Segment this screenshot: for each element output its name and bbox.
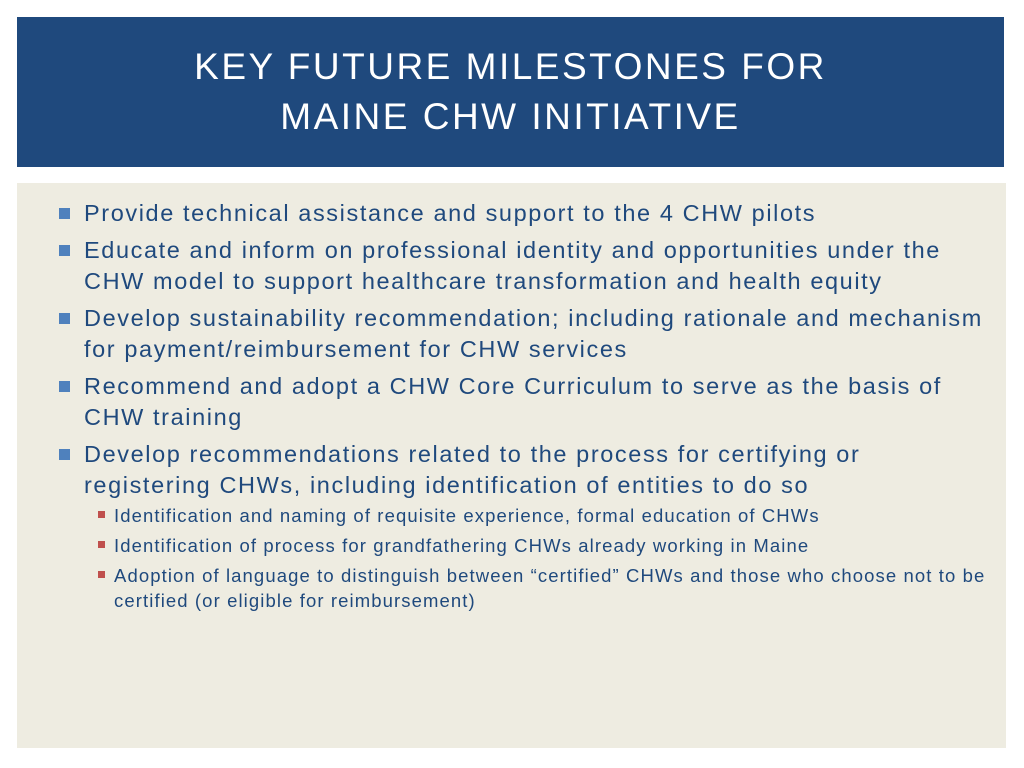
bullet-item [57,235,987,297]
sub-bullet-list [84,503,987,613]
bullet-list [57,198,987,619]
small-square-bullet-icon [98,541,105,548]
bullet-item [57,439,987,613]
sub-bullet-item [84,563,987,613]
sub-bullet-text: Identification and naming of requisite experience, formal education of CHWs [114,505,820,526]
bullet-item [57,198,987,229]
small-square-bullet-icon [98,571,105,578]
sub-bullet-text: Identification of process for grandfathering CHWs already working in Maine [114,535,810,556]
title-band [17,17,1004,167]
square-bullet-icon [59,245,70,256]
square-bullet-icon [59,208,70,219]
content-panel [17,183,1006,748]
slide-title: KEY FUTURE MILESTONES FOR MAINE CHW INITIATIVE [194,46,827,137]
sub-bullet-text: Adoption of language to distinguish between “certified” CHWs and those who choose not to be certified (or eligible for reimbursement) [114,565,986,611]
sub-bullet-item [84,503,987,528]
bullet-text: Educate and inform on professional identity and opportunities under the CHW model to support healthcare transformation and health equity [84,237,941,294]
bullet-text: Develop recommendations related to the process for certifying or registering CHWs, including identification of entities to do so [84,441,861,498]
bullet-item [57,371,987,433]
bullet-text: Recommend and adopt a CHW Core Curriculum to serve as the basis of CHW training [84,373,942,430]
small-square-bullet-icon [98,511,105,518]
square-bullet-icon [59,449,70,460]
square-bullet-icon [59,381,70,392]
square-bullet-icon [59,313,70,324]
bullet-item [57,303,987,365]
bullet-text: Develop sustainability recommendation; including rationale and mechanism for payment/reimbursement for CHW services [84,305,983,362]
bullet-text: Provide technical assistance and support to the 4 CHW pilots [84,200,817,226]
sub-bullet-item [84,533,987,558]
